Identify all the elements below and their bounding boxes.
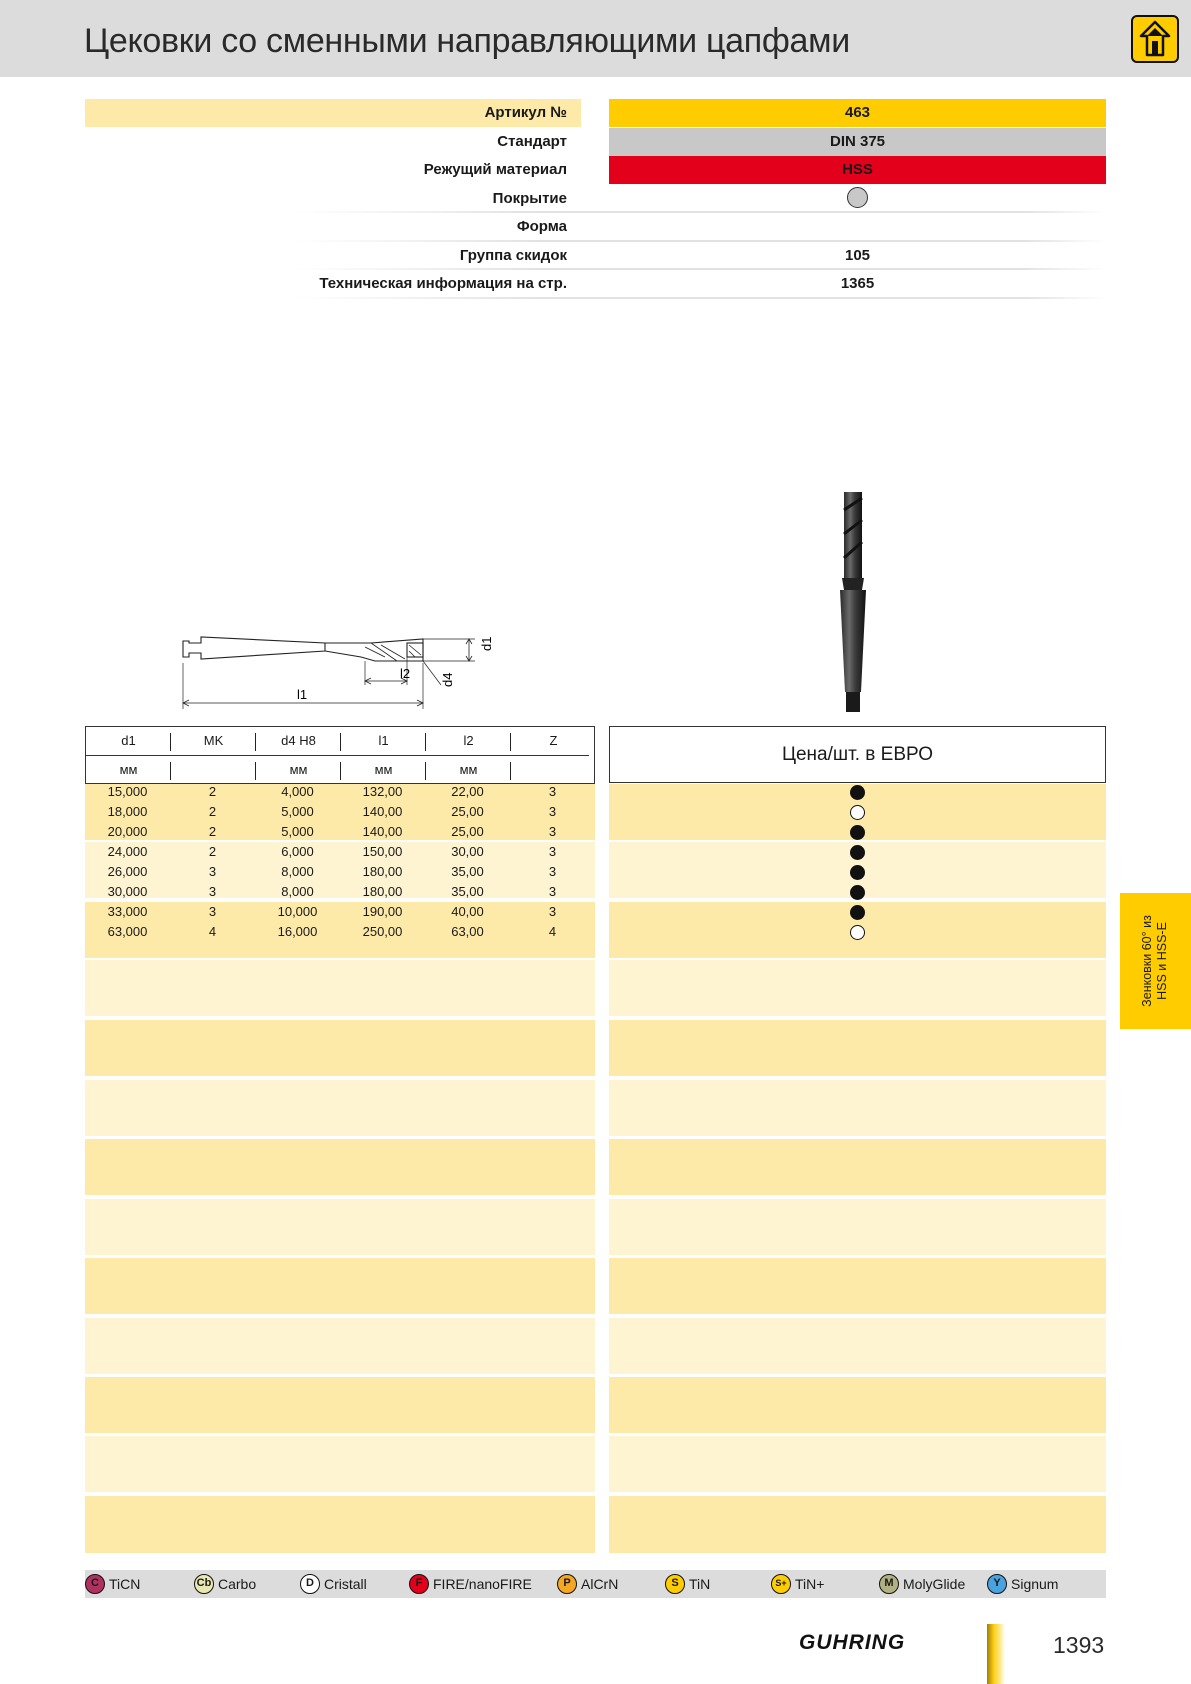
cell-l2: 35,00: [451, 884, 484, 899]
cell-d4: 10,000: [277, 904, 318, 919]
page-title: Цековки со сменными направляющими цапфами: [84, 22, 850, 60]
cell-mk: 2: [208, 804, 217, 819]
cell-d4: 6,000: [281, 844, 314, 859]
unit-l2: мм: [426, 756, 511, 784]
cell-mk: 3: [208, 884, 217, 899]
property-value: [609, 185, 1106, 213]
cell-mk: 2: [208, 784, 217, 799]
cell-l2: 25,00: [451, 824, 484, 839]
data-table-header: [85, 726, 595, 784]
property-row-form: [85, 213, 1106, 242]
cell-d4: 5,000: [281, 824, 314, 839]
availability-cell: [609, 802, 1106, 822]
property-row-material: [85, 156, 1106, 185]
carbo-badge-icon: Cb: [194, 1574, 214, 1594]
unit-z: [511, 756, 596, 784]
column-header-l1: l1: [341, 727, 426, 755]
cell-l1: 250,00: [362, 924, 403, 939]
molyglide-badge-icon: M: [879, 1574, 899, 1594]
unit-d1: мм: [86, 756, 171, 784]
availability-cell: [609, 922, 1106, 942]
availability-cell: [609, 862, 1106, 882]
column-header-l2: l2: [426, 727, 511, 755]
property-label: Режущий материал: [423, 161, 567, 178]
cell-l2: 30,00: [451, 844, 484, 859]
fire-badge-icon: F: [409, 1574, 429, 1594]
label-d4: d4: [440, 672, 455, 687]
cell-l1: 140,00: [362, 824, 403, 839]
unit-l1: мм: [341, 756, 426, 784]
availability-cell: [609, 782, 1106, 802]
property-value: [609, 213, 1106, 241]
property-label: Артикул №: [85, 99, 581, 127]
coating-legend: [85, 1570, 1106, 1598]
cell-z: 3: [548, 904, 557, 919]
property-label: Покрытие: [492, 189, 567, 207]
cell-d4: 5,000: [281, 804, 314, 819]
in-stock-filled-circle-icon: [850, 885, 865, 900]
column-header-z: Z: [549, 733, 558, 748]
unit-mk: [171, 756, 256, 784]
in-stock-filled-circle-icon: [850, 785, 865, 800]
cell-d4: 16,000: [277, 924, 318, 939]
price-column-header: Цена/шт. в ЕВРО: [609, 726, 1106, 783]
column-header-d4: d4 H8: [256, 727, 341, 755]
cell-d1: 20,000: [107, 824, 148, 839]
legend-item-cristall: D Cristall: [300, 1570, 367, 1598]
side-tab-countersinks[interactable]: [1120, 893, 1191, 1029]
legend-item-tin: S TiN: [665, 1570, 710, 1598]
unit-d4: мм: [256, 756, 341, 784]
cell-l2: 25,00: [451, 804, 484, 819]
signum-badge-icon: Y: [987, 1574, 1007, 1594]
coating-circle-icon: [847, 187, 868, 208]
table-row: [85, 862, 595, 882]
cell-z: 4: [548, 924, 557, 939]
property-label: Техническая информация на стр.: [319, 275, 567, 292]
in-stock-filled-circle-icon: [850, 865, 865, 880]
label-l2: l2: [400, 666, 411, 681]
on-request-open-circle-icon: [850, 805, 865, 820]
cell-l1: 190,00: [362, 904, 403, 919]
property-row-article: [85, 99, 1106, 128]
cell-z: 3: [548, 784, 557, 799]
cell-mk: 2: [208, 844, 217, 859]
cell-d1: 24,000: [107, 844, 148, 859]
product-photo: [828, 490, 878, 715]
page-header: [0, 0, 1191, 77]
property-row-discount-group: [85, 242, 1106, 271]
cell-d1: 26,000: [107, 864, 148, 879]
properties-table: [85, 99, 1106, 299]
cell-z: 3: [548, 844, 557, 859]
cell-l2: 22,00: [451, 784, 484, 799]
countersink-category-icon: [1131, 15, 1179, 63]
on-request-open-circle-icon: [850, 925, 865, 940]
column-header-d1: d1: [86, 727, 171, 755]
cell-mk: 3: [208, 904, 217, 919]
cell-l1: 180,00: [362, 884, 403, 899]
cristall-badge-icon: D: [300, 1574, 320, 1594]
footer-accent-bar: [987, 1624, 1005, 1684]
side-tab-label: Зенковки 60° из HSS и HSS-E: [1140, 915, 1169, 1007]
property-label: Форма: [516, 218, 567, 235]
label-l1: l1: [297, 687, 308, 702]
property-row-coating: [85, 185, 1106, 214]
cell-mk: 4: [208, 924, 217, 939]
cell-mk: 2: [208, 824, 217, 839]
alcrn-badge-icon: P: [557, 1574, 577, 1594]
tin-badge-icon: S: [665, 1574, 685, 1594]
availability-cell: [609, 842, 1106, 862]
cell-d1: 30,000: [107, 884, 148, 899]
label-d1: d1: [479, 636, 494, 651]
table-row: [85, 782, 595, 802]
property-row-standard: [85, 128, 1106, 157]
cell-d4: 4,000: [281, 784, 314, 799]
table-row: [85, 802, 595, 822]
cell-d1: 63,000: [107, 924, 148, 939]
table-row: [85, 922, 595, 942]
legend-item-tin-plus: S+ TiN+: [771, 1570, 824, 1598]
brand-logo: GUHRING: [799, 1631, 906, 1654]
cell-l2: 63,00: [451, 924, 484, 939]
in-stock-filled-circle-icon: [850, 905, 865, 920]
legend-item-molyglide: M MolyGlide: [879, 1570, 965, 1598]
property-value: 105: [844, 246, 871, 264]
availability-cell: [609, 822, 1106, 842]
cell-z: 3: [548, 824, 557, 839]
property-value: 463: [609, 99, 1106, 127]
cell-l2: 40,00: [451, 904, 484, 919]
property-label: Группа скидок: [459, 246, 567, 264]
cell-d4: 8,000: [281, 864, 314, 879]
cell-l2: 35,00: [451, 864, 484, 879]
in-stock-filled-circle-icon: [850, 845, 865, 860]
cell-z: 3: [548, 884, 557, 899]
legend-item-carbo: Cb Carbo: [194, 1570, 256, 1598]
cell-d1: 18,000: [107, 804, 148, 819]
property-row-tech-info: [85, 270, 1106, 299]
technical-drawing: [175, 615, 505, 715]
cell-l1: 140,00: [362, 804, 403, 819]
cell-l1: 150,00: [362, 844, 403, 859]
row-divider: [295, 297, 1106, 299]
cell-z: 3: [548, 864, 557, 879]
column-header-mk: MK: [171, 727, 256, 755]
in-stock-filled-circle-icon: [850, 825, 865, 840]
cell-l1: 132,00: [362, 784, 403, 799]
cell-d1: 33,000: [107, 904, 148, 919]
legend-item-ticn: C TiCN: [85, 1570, 140, 1598]
property-value: 1365: [840, 275, 875, 292]
cell-l1: 180,00: [362, 864, 403, 879]
legend-item-signum: Y Signum: [987, 1570, 1058, 1598]
legend-item-alcrn: P AlCrN: [557, 1570, 618, 1598]
availability-cell: [609, 902, 1106, 922]
table-row: [85, 822, 595, 842]
cell-z: 3: [548, 804, 557, 819]
table-row: [85, 902, 595, 922]
table-row: [85, 842, 595, 862]
property-label: Стандарт: [497, 132, 567, 150]
cell-d4: 8,000: [281, 884, 314, 899]
availability-cell: [609, 882, 1106, 902]
page-number: 1393: [1053, 1632, 1105, 1658]
tin-plus-badge-icon: S+: [771, 1574, 791, 1594]
table-row: [85, 882, 595, 902]
cell-d1: 15,000: [107, 784, 148, 799]
ticn-badge-icon: C: [85, 1574, 105, 1594]
cell-mk: 3: [208, 864, 217, 879]
property-value: DIN 375: [609, 128, 1106, 156]
legend-item-fire: F FIRE/nanoFIRE: [409, 1570, 532, 1598]
property-value: HSS: [609, 156, 1106, 184]
